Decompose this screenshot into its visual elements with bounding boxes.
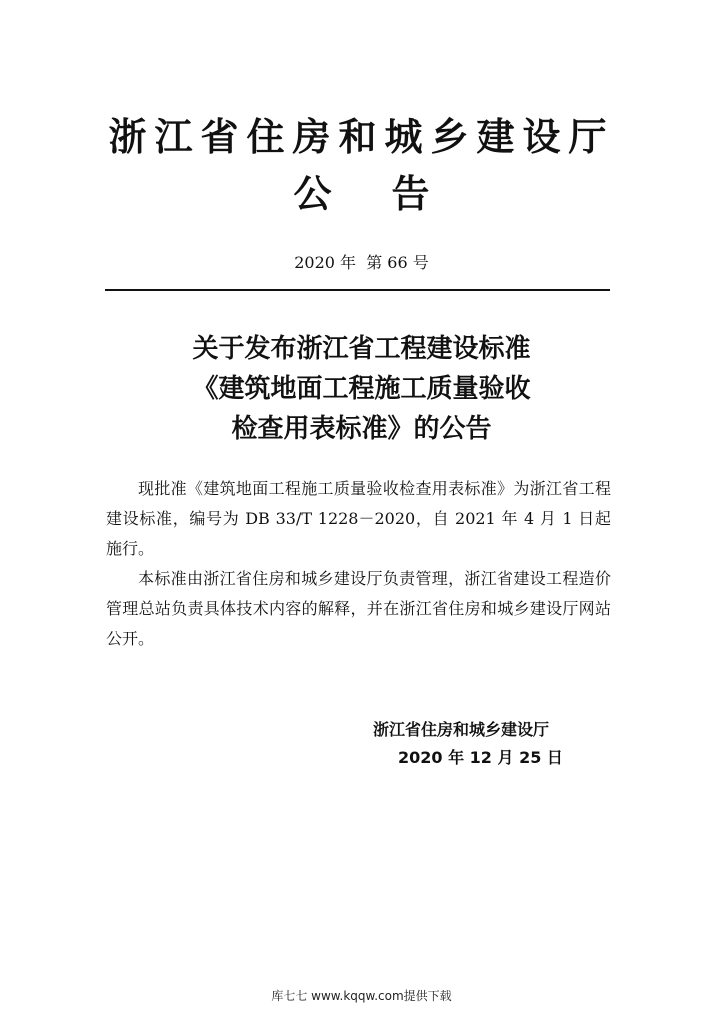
body-paragraph-2: 本标准由浙江省住房和城乡建设厅负责管理，浙江省建设工程造价管理总站负责具体技术内容的解释，并在浙江省住房和城乡建设厅网站公开。: [106, 569, 611, 648]
notice-body: [106, 474, 611, 654]
body-paragraph-1: 现批准《建筑地面工程施工质量验收检查用表标准》为浙江省工程建设标准，编号为 DB 33/T 1228－2020，自 2021 年 4 月 1 日起施行。: [106, 479, 611, 558]
subtitle-char-left: 公: [293, 172, 332, 216]
document-number: 2020 年 第 66 号: [294, 253, 429, 272]
notice-title-line-1: 关于发布浙江省工程建设标准: [192, 334, 531, 364]
notice-title-line-2: 《建筑地面工程施工质量验收: [192, 374, 531, 404]
subtitle-char-right: 告: [391, 172, 430, 216]
notice-title: [0, 329, 723, 449]
page-title: 浙江省住房和城乡建设厅: [108, 115, 615, 159]
signature-date: 2020 年 12 月 25 日: [398, 748, 563, 767]
document-type-heading: [0, 170, 723, 218]
signature-organization: 浙江省住房和城乡建设厅: [373, 720, 550, 739]
header-divider: [105, 289, 610, 291]
notice-title-line-3: 检查用表标准》的公告: [231, 414, 492, 444]
download-footer: 库七七 www.kqqw.com提供下载: [271, 989, 452, 1003]
